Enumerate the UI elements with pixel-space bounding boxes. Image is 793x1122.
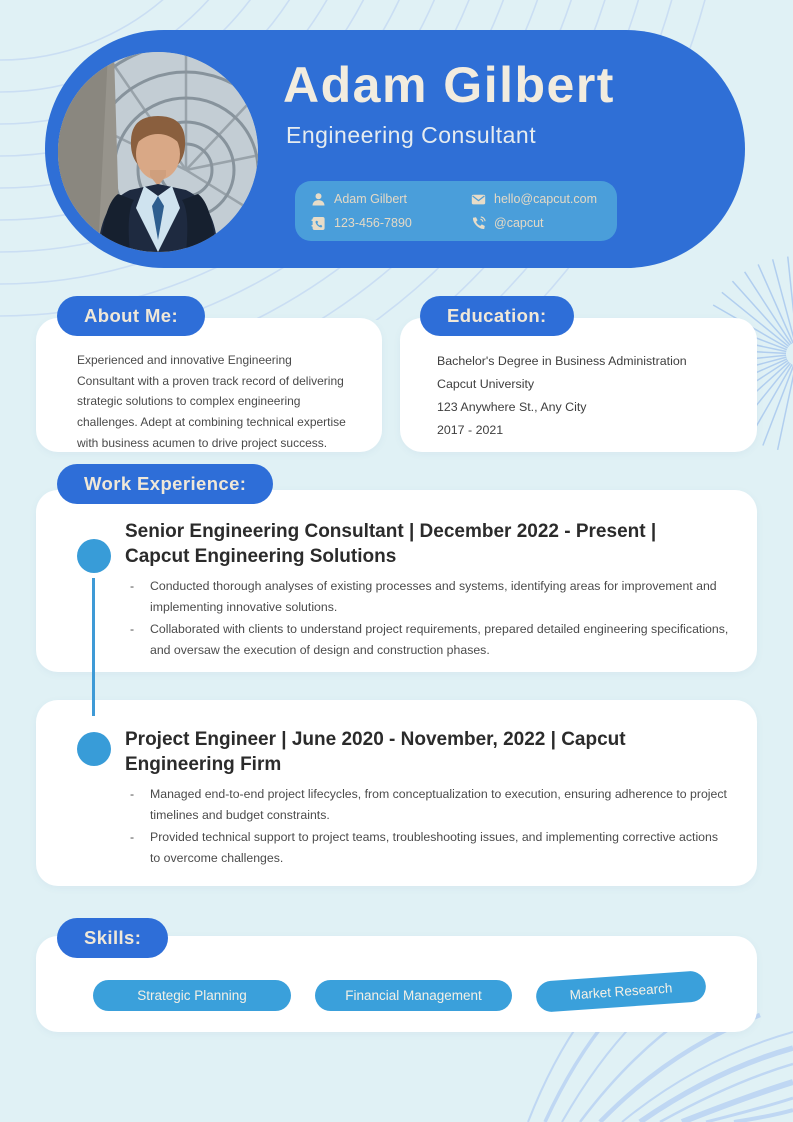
job-title: Project Engineer | June 2020 - November, 2022 | Capcut Engineering Firm (125, 729, 626, 775)
contact-phone-text: 123-456-7890 (334, 216, 412, 230)
person-role: Engineering Consultant (286, 122, 537, 148)
contact-name (311, 192, 463, 207)
bullet-dash: - (130, 787, 135, 801)
education-details (437, 350, 737, 442)
contact-email (471, 192, 607, 207)
bullet-text: Collaborated with clients to understand project requirements, prepared detailed engineering specifications, and oversaw the execution of design and construction phases. (150, 621, 729, 658)
about-text: Experienced and innovative Engineering Consultant with a proven track record of delivering strategic solutions to complex engineering challenges. Adept at combining technical expertise with business acumen to drive project success. (77, 353, 346, 450)
profile-photo (58, 52, 258, 252)
education-card (400, 318, 757, 452)
work-section-badge: Work Experience: (57, 464, 273, 504)
job-bullet (130, 576, 730, 619)
timeline-dot-1 (77, 539, 111, 573)
about-card (36, 318, 382, 452)
phone-book-icon (311, 216, 326, 231)
education-years: 2017 - 2021 (437, 422, 504, 437)
skill-pill-market-research: Market Research (535, 970, 707, 1013)
timeline-connector (92, 578, 95, 716)
education-university: Capcut University (437, 376, 535, 391)
job-bullet (130, 827, 730, 870)
job-title: Senior Engineering Consultant | December 2022 - Present | Capcut Engineering Solutions (125, 521, 657, 567)
skill-pill-financial-management: Financial Management (315, 980, 512, 1011)
contact-card (295, 181, 617, 241)
job-bullet (130, 784, 730, 827)
person-name: Adam Gilbert (283, 57, 615, 113)
bullet-text: Conducted thorough analyses of existing processes and systems, identifying areas for improvement and implementing innovative solutions. (150, 579, 717, 615)
job-bullets (130, 784, 730, 870)
job-card-project-engineer (36, 700, 757, 886)
skill-pill-strategic-planning: Strategic Planning (93, 980, 291, 1011)
bullet-dash: - (130, 621, 135, 636)
bullet-text: Provided technical support to project teams, troubleshooting issues, and implementing corrective actions to overcome challenges. (150, 829, 719, 866)
about-section-badge: About Me: (57, 296, 205, 336)
timeline-dot-2 (77, 732, 111, 766)
contact-handle (471, 216, 607, 231)
contact-phone (311, 216, 463, 231)
job-card-senior-consultant (36, 490, 757, 672)
bullet-dash: - (130, 829, 135, 844)
skills-section-badge: Skills: (57, 918, 168, 958)
email-icon (471, 192, 486, 207)
phone-call-icon (471, 216, 486, 231)
contact-email-text: hello@capcut.com (494, 192, 598, 206)
bullet-dash: - (130, 579, 135, 593)
job-bullet (130, 619, 730, 662)
contact-handle-text: @capcut (494, 216, 544, 230)
bullet-text: Managed end-to-end project lifecycles, from conceptualization to execution, ensuring adherence to project timelines and budget constraints. (150, 787, 727, 823)
job-bullets (130, 576, 730, 662)
contact-name-text: Adam Gilbert (334, 192, 407, 206)
education-section-badge: Education: (420, 296, 574, 336)
profile-photo-illustration (58, 52, 258, 252)
education-degree: Bachelor's Degree in Business Administration (437, 354, 687, 368)
education-address: 123 Anywhere St., Any City (437, 399, 587, 414)
person-icon (311, 192, 326, 207)
